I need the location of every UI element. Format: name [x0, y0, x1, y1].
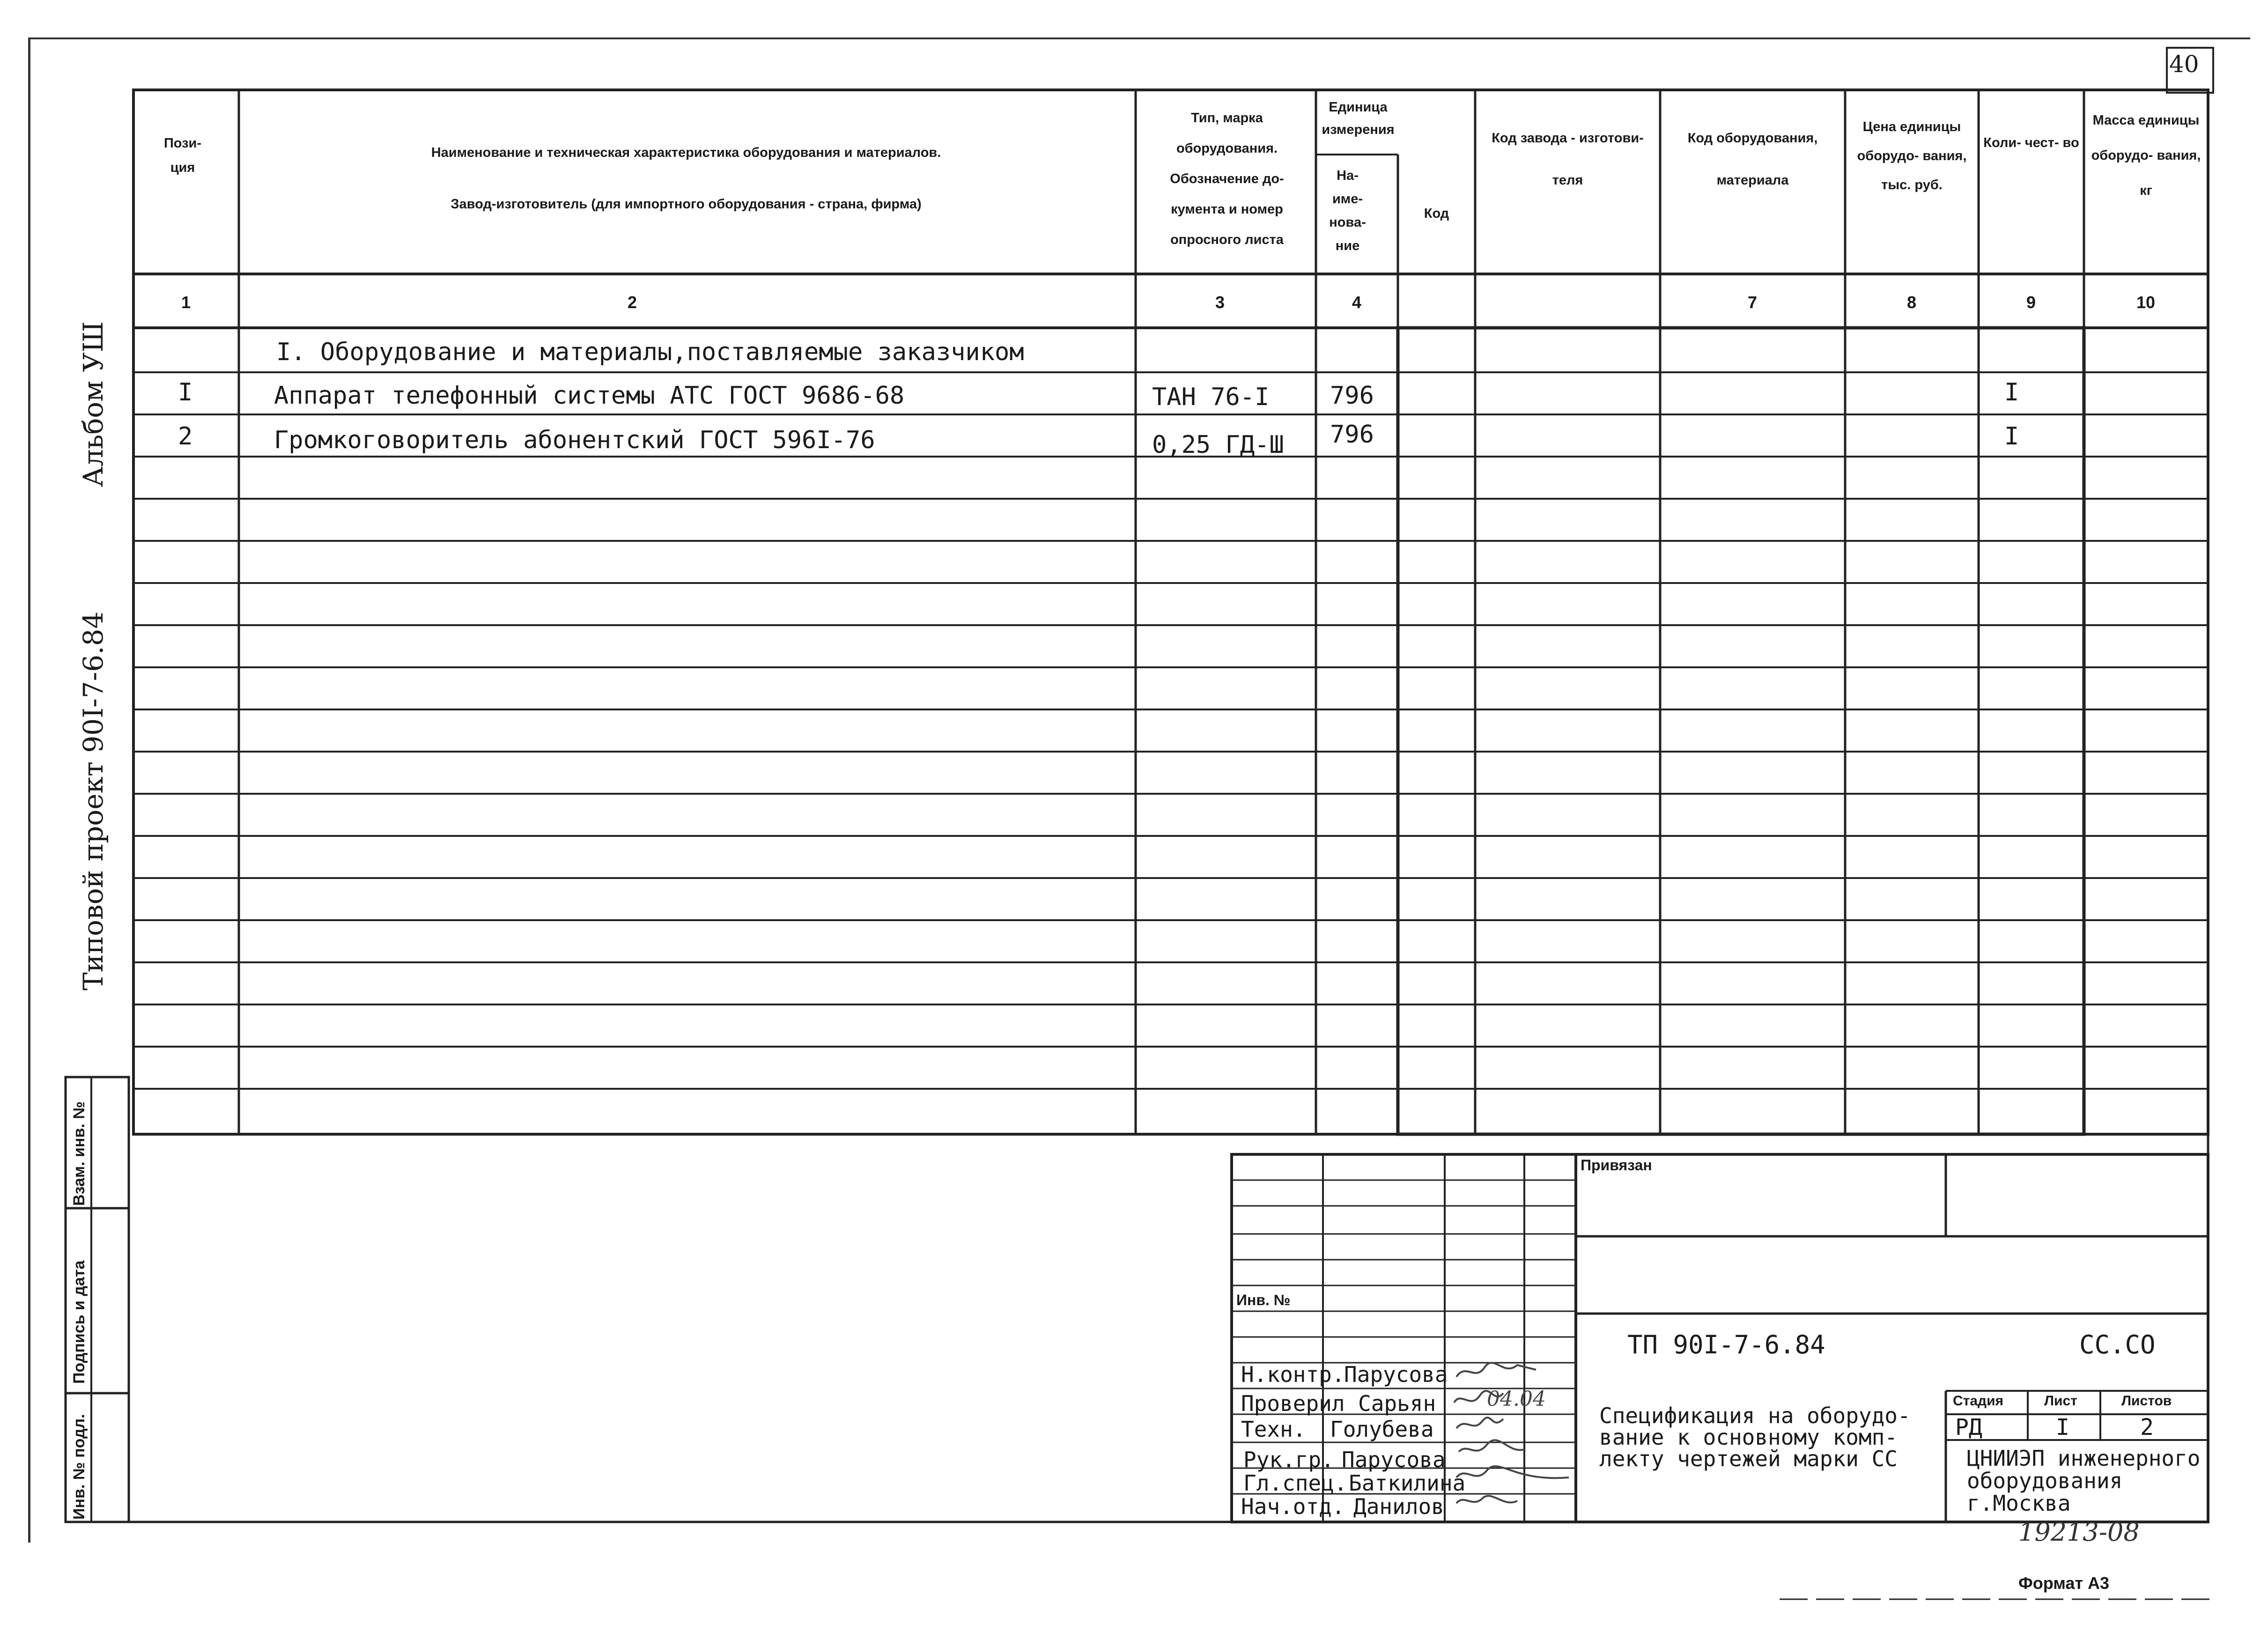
signature-name: Данилов [1353, 1494, 1444, 1519]
sheet-value: I [2056, 1414, 2069, 1440]
column-number: 7 [1747, 293, 1758, 312]
stamp-label-replace-inv: Взам. инв. № [70, 1101, 88, 1206]
stage-value: РД [1955, 1414, 1982, 1440]
signature-name: Парусова [1342, 1447, 1446, 1472]
header-equipment-code: Код оборудования, материала [1687, 131, 1818, 188]
header-mass: Масса единицы оборудо- вания, кг [2091, 113, 2201, 198]
header-quantity: Коли- чест- во [1983, 135, 2079, 150]
signature-role: Проверил [1241, 1391, 1345, 1416]
signature-name: Баткилина [1349, 1470, 1466, 1496]
sheets-label: Листов [2121, 1393, 2172, 1409]
row-name: Аппарат телефонный системы АТС ГОСТ 9686-68 [274, 382, 905, 410]
stamp-label-original-inv: Инв. № подл. [70, 1414, 88, 1520]
row-quantity: I [2004, 422, 2019, 450]
album-label: Альбом УШ [77, 321, 109, 487]
handwritten-signatures [1447, 1358, 1588, 1522]
header-unit-code: Код [1424, 206, 1449, 221]
header-name-line1: Наименование и техническая характеристика оборудования и материалов. [431, 145, 941, 160]
sheets-value: 2 [2140, 1414, 2154, 1440]
row-name: Громкоговоритель абонентский ГОСТ 596I-76 [274, 426, 875, 454]
stage-label: Стадия [1953, 1393, 2004, 1409]
row-type: ТАН 76-I [1152, 383, 1270, 411]
header-factory-code: Код завода - изготови- теля [1492, 131, 1644, 188]
row-type: 0,25 ГД-Ш [1152, 431, 1284, 459]
page-number: 40 [2169, 51, 2199, 78]
organization: ЦНИИЭП инженерного оборудования г.Москва [1967, 1446, 2201, 1516]
sheet-label: Лист [2044, 1393, 2077, 1409]
signature-role: Гл.спец. [1243, 1470, 1347, 1496]
column-number: 3 [1215, 293, 1225, 312]
row-quantity: I [2004, 378, 2019, 406]
header-unit-group: Единица измерения [1322, 100, 1395, 137]
row-position: 2 [178, 422, 193, 450]
document-mark: СС.СО [2079, 1330, 2156, 1359]
column-number: 10 [2136, 293, 2156, 312]
signature-role: Рук.гр. [1243, 1447, 1334, 1472]
column-number: 1 [181, 293, 191, 312]
signature-name: Голубева [1330, 1417, 1434, 1442]
header-position: Пози- ция [163, 136, 202, 175]
signature-date: 04.04 [1487, 1387, 1546, 1411]
project-label: Типовой проект 90I-7-6.84 [77, 611, 109, 990]
row-unit: 796 [1330, 421, 1374, 449]
row-position: I [178, 378, 193, 406]
section-heading: I. Оборудование и материалы,поставляемые заказчиком [276, 338, 1024, 366]
header-unit-name: На- име- нова- ние [1329, 168, 1366, 253]
document-title: Спецификация на оборудо- вание к основному комп- лекту чертежей марки СС [1599, 1403, 1911, 1471]
header-name-line2: Завод-изготовитель (для импортного оборудования - страна, фирма) [451, 197, 922, 212]
column-number: 8 [1906, 293, 1917, 312]
document-code: ТП 90I-7-6.84 [1627, 1330, 1825, 1359]
signature-role: Нач.отд. [1241, 1494, 1345, 1519]
signature-role: Н.контр. [1241, 1362, 1345, 1387]
stamp-label-signature-date: Подпись и дата [70, 1260, 88, 1384]
signature-name: Парусова [1344, 1362, 1448, 1387]
inventory-label: Инв. № [1236, 1292, 1291, 1308]
column-number: 9 [2026, 293, 2036, 312]
column-number: 2 [627, 293, 637, 312]
bound-label: Привязан [1581, 1157, 1652, 1174]
signature-role: Техн. [1241, 1417, 1306, 1442]
header-type: Тип, марка оборудования. Обозначение до- кумента и номер опросного листа [1170, 111, 1284, 247]
header-price: Цена единицы оборудо- вания, тыс. руб. [1857, 119, 1967, 192]
column-number: 4 [1352, 293, 1362, 312]
signature-name: Сарьян [1358, 1391, 1436, 1416]
format-label: Формат А3 [2018, 1573, 2110, 1593]
row-unit: 796 [1330, 382, 1374, 410]
handwritten-inventory-number: 19213-08 [2018, 1517, 2140, 1547]
